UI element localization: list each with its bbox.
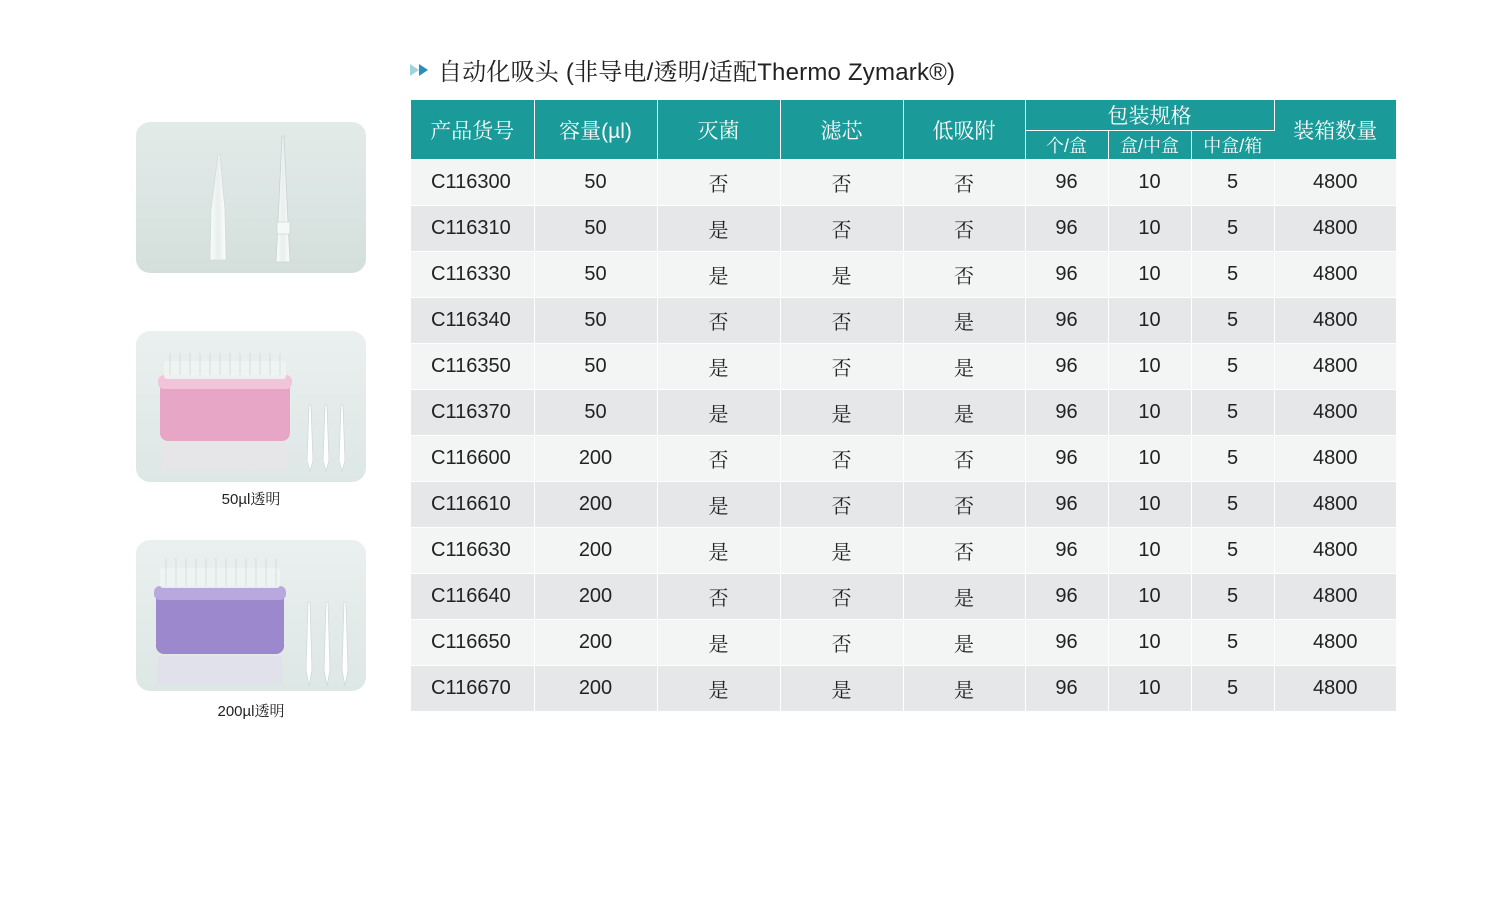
middle-boxes-per-case-cell: 5	[1191, 344, 1274, 390]
case-quantity-cell: 4800	[1274, 298, 1396, 344]
table-row	[411, 436, 1396, 482]
product-code-cell: C116330	[411, 252, 534, 298]
sterile-cell: 是	[657, 344, 780, 390]
low-binding-cell: 否	[903, 482, 1025, 528]
pieces-per-box-cell: 96	[1025, 252, 1108, 298]
pieces-per-box-cell: 96	[1025, 344, 1108, 390]
boxes-per-middle-box-cell: 10	[1108, 298, 1191, 344]
boxes-per-middle-box-cell: 10	[1108, 574, 1191, 620]
case-quantity-cell: 4800	[1274, 620, 1396, 666]
pieces-per-box-cell: 96	[1025, 620, 1108, 666]
boxes-per-middle-box-cell: 10	[1108, 482, 1191, 528]
pipette-tips-illustration	[136, 122, 366, 273]
table-row	[411, 298, 1396, 344]
pieces-per-box-cell: 96	[1025, 666, 1108, 712]
case-quantity-cell: 4800	[1274, 160, 1396, 206]
volume-cell: 50	[534, 344, 657, 390]
double-arrow-icon	[410, 62, 432, 78]
volume-cell: 200	[534, 574, 657, 620]
volume-cell: 50	[534, 390, 657, 436]
volume-cell: 200	[534, 620, 657, 666]
pink-tip-rack-illustration	[136, 331, 366, 482]
sterile-cell: 是	[657, 390, 780, 436]
case-quantity-cell: 4800	[1274, 482, 1396, 528]
low-binding-cell: 否	[903, 436, 1025, 482]
section-title-row	[410, 52, 955, 87]
volume-cell: 200	[534, 666, 657, 712]
filter-cell: 否	[780, 206, 903, 252]
low-binding-cell: 否	[903, 252, 1025, 298]
sterile-cell: 否	[657, 574, 780, 620]
boxes-per-middle-box-cell: 10	[1108, 390, 1191, 436]
sterile-cell: 是	[657, 528, 780, 574]
filter-cell: 否	[780, 482, 903, 528]
volume-cell: 50	[534, 298, 657, 344]
middle-boxes-per-case-cell: 5	[1191, 160, 1274, 206]
middle-boxes-per-case-cell: 5	[1191, 436, 1274, 482]
filter-cell: 否	[780, 620, 903, 666]
sterile-cell: 是	[657, 666, 780, 712]
table-row	[411, 620, 1396, 666]
header-boxes-per-middle-box: 盒/中盒	[1108, 131, 1191, 160]
filter-cell: 是	[780, 666, 903, 712]
boxes-per-middle-box-cell: 10	[1108, 206, 1191, 252]
sterile-cell: 是	[657, 620, 780, 666]
product-image-50ul-rack	[136, 331, 366, 482]
pieces-per-box-cell: 96	[1025, 160, 1108, 206]
sterile-cell: 是	[657, 482, 780, 528]
boxes-per-middle-box-cell: 10	[1108, 666, 1191, 712]
table-row	[411, 666, 1396, 712]
filter-cell: 是	[780, 252, 903, 298]
low-binding-cell: 否	[903, 528, 1025, 574]
header-low-binding: 低吸附	[903, 100, 1025, 160]
header-case-quantity: 装箱数量	[1274, 100, 1396, 160]
product-code-cell: C116630	[411, 528, 534, 574]
header-pieces-per-box: 个/盒	[1025, 131, 1108, 160]
sterile-cell: 是	[657, 252, 780, 298]
boxes-per-middle-box-cell: 10	[1108, 620, 1191, 666]
filter-cell: 否	[780, 574, 903, 620]
volume-cell: 200	[534, 482, 657, 528]
image-caption-50ul: 50µl透明	[221, 491, 281, 508]
middle-boxes-per-case-cell: 5	[1191, 252, 1274, 298]
boxes-per-middle-box-cell: 10	[1108, 160, 1191, 206]
volume-cell: 50	[534, 252, 657, 298]
low-binding-cell: 是	[903, 666, 1025, 712]
boxes-per-middle-box-cell: 10	[1108, 344, 1191, 390]
table-row	[411, 528, 1396, 574]
product-code-cell: C116650	[411, 620, 534, 666]
pieces-per-box-cell: 96	[1025, 574, 1108, 620]
pieces-per-box-cell: 96	[1025, 206, 1108, 252]
pieces-per-box-cell: 96	[1025, 298, 1108, 344]
middle-boxes-per-case-cell: 5	[1191, 390, 1274, 436]
case-quantity-cell: 4800	[1274, 252, 1396, 298]
sterile-cell: 否	[657, 298, 780, 344]
product-code-cell: C116640	[411, 574, 534, 620]
low-binding-cell: 是	[903, 298, 1025, 344]
table-row	[411, 574, 1396, 620]
sterile-cell: 是	[657, 206, 780, 252]
product-code-cell: C116670	[411, 666, 534, 712]
low-binding-cell: 是	[903, 620, 1025, 666]
boxes-per-middle-box-cell: 10	[1108, 252, 1191, 298]
case-quantity-cell: 4800	[1274, 666, 1396, 712]
middle-boxes-per-case-cell: 5	[1191, 298, 1274, 344]
product-code-cell: C116310	[411, 206, 534, 252]
header-sterile: 灭菌	[657, 100, 780, 160]
low-binding-cell: 否	[903, 206, 1025, 252]
product-image-200ul-rack	[136, 540, 366, 691]
table-row	[411, 160, 1396, 206]
filter-cell: 是	[780, 390, 903, 436]
case-quantity-cell: 4800	[1274, 344, 1396, 390]
low-binding-cell: 是	[903, 344, 1025, 390]
table-row	[411, 252, 1396, 298]
product-code-cell: C116350	[411, 344, 534, 390]
low-binding-cell: 否	[903, 160, 1025, 206]
purple-tip-rack-illustration	[136, 540, 366, 691]
volume-cell: 200	[534, 528, 657, 574]
middle-boxes-per-case-cell: 5	[1191, 620, 1274, 666]
product-code-cell: C116600	[411, 436, 534, 482]
middle-boxes-per-case-cell: 5	[1191, 574, 1274, 620]
header-product-code: 产品货号	[411, 100, 534, 160]
middle-boxes-per-case-cell: 5	[1191, 206, 1274, 252]
sterile-cell: 否	[657, 436, 780, 482]
volume-cell: 200	[534, 436, 657, 482]
product-code-cell: C116370	[411, 390, 534, 436]
volume-cell: 50	[534, 160, 657, 206]
table-row	[411, 206, 1396, 252]
table-row	[411, 390, 1396, 436]
low-binding-cell: 是	[903, 390, 1025, 436]
product-spec-table	[411, 100, 1396, 712]
pieces-per-box-cell: 96	[1025, 436, 1108, 482]
volume-cell: 50	[534, 206, 657, 252]
header-filter: 滤芯	[780, 100, 903, 160]
header-packaging: 包装规格	[1025, 100, 1274, 131]
case-quantity-cell: 4800	[1274, 436, 1396, 482]
pieces-per-box-cell: 96	[1025, 482, 1108, 528]
case-quantity-cell: 4800	[1274, 528, 1396, 574]
filter-cell: 否	[780, 160, 903, 206]
spec-table-body	[411, 160, 1396, 712]
case-quantity-cell: 4800	[1274, 574, 1396, 620]
header-middle-boxes-per-case: 中盒/箱	[1191, 131, 1274, 160]
table-row	[411, 344, 1396, 390]
low-binding-cell: 是	[903, 574, 1025, 620]
filter-cell: 否	[780, 344, 903, 390]
case-quantity-cell: 4800	[1274, 206, 1396, 252]
boxes-per-middle-box-cell: 10	[1108, 436, 1191, 482]
image-caption-200ul: 200µl透明	[217, 703, 285, 720]
product-code-cell: C116340	[411, 298, 534, 344]
pieces-per-box-cell: 96	[1025, 390, 1108, 436]
product-image-single-tips	[136, 122, 366, 273]
product-code-cell: C116300	[411, 160, 534, 206]
middle-boxes-per-case-cell: 5	[1191, 666, 1274, 712]
product-code-cell: C116610	[411, 482, 534, 528]
filter-cell: 是	[780, 528, 903, 574]
filter-cell: 否	[780, 298, 903, 344]
table-row	[411, 482, 1396, 528]
header-volume: 容量(µl)	[534, 100, 657, 160]
filter-cell: 否	[780, 436, 903, 482]
boxes-per-middle-box-cell: 10	[1108, 528, 1191, 574]
pieces-per-box-cell: 96	[1025, 528, 1108, 574]
sterile-cell: 否	[657, 160, 780, 206]
section-title: 自动化吸头 (非导电/透明/适配Thermo Zymark®)	[438, 59, 956, 86]
middle-boxes-per-case-cell: 5	[1191, 482, 1274, 528]
case-quantity-cell: 4800	[1274, 390, 1396, 436]
middle-boxes-per-case-cell: 5	[1191, 528, 1274, 574]
